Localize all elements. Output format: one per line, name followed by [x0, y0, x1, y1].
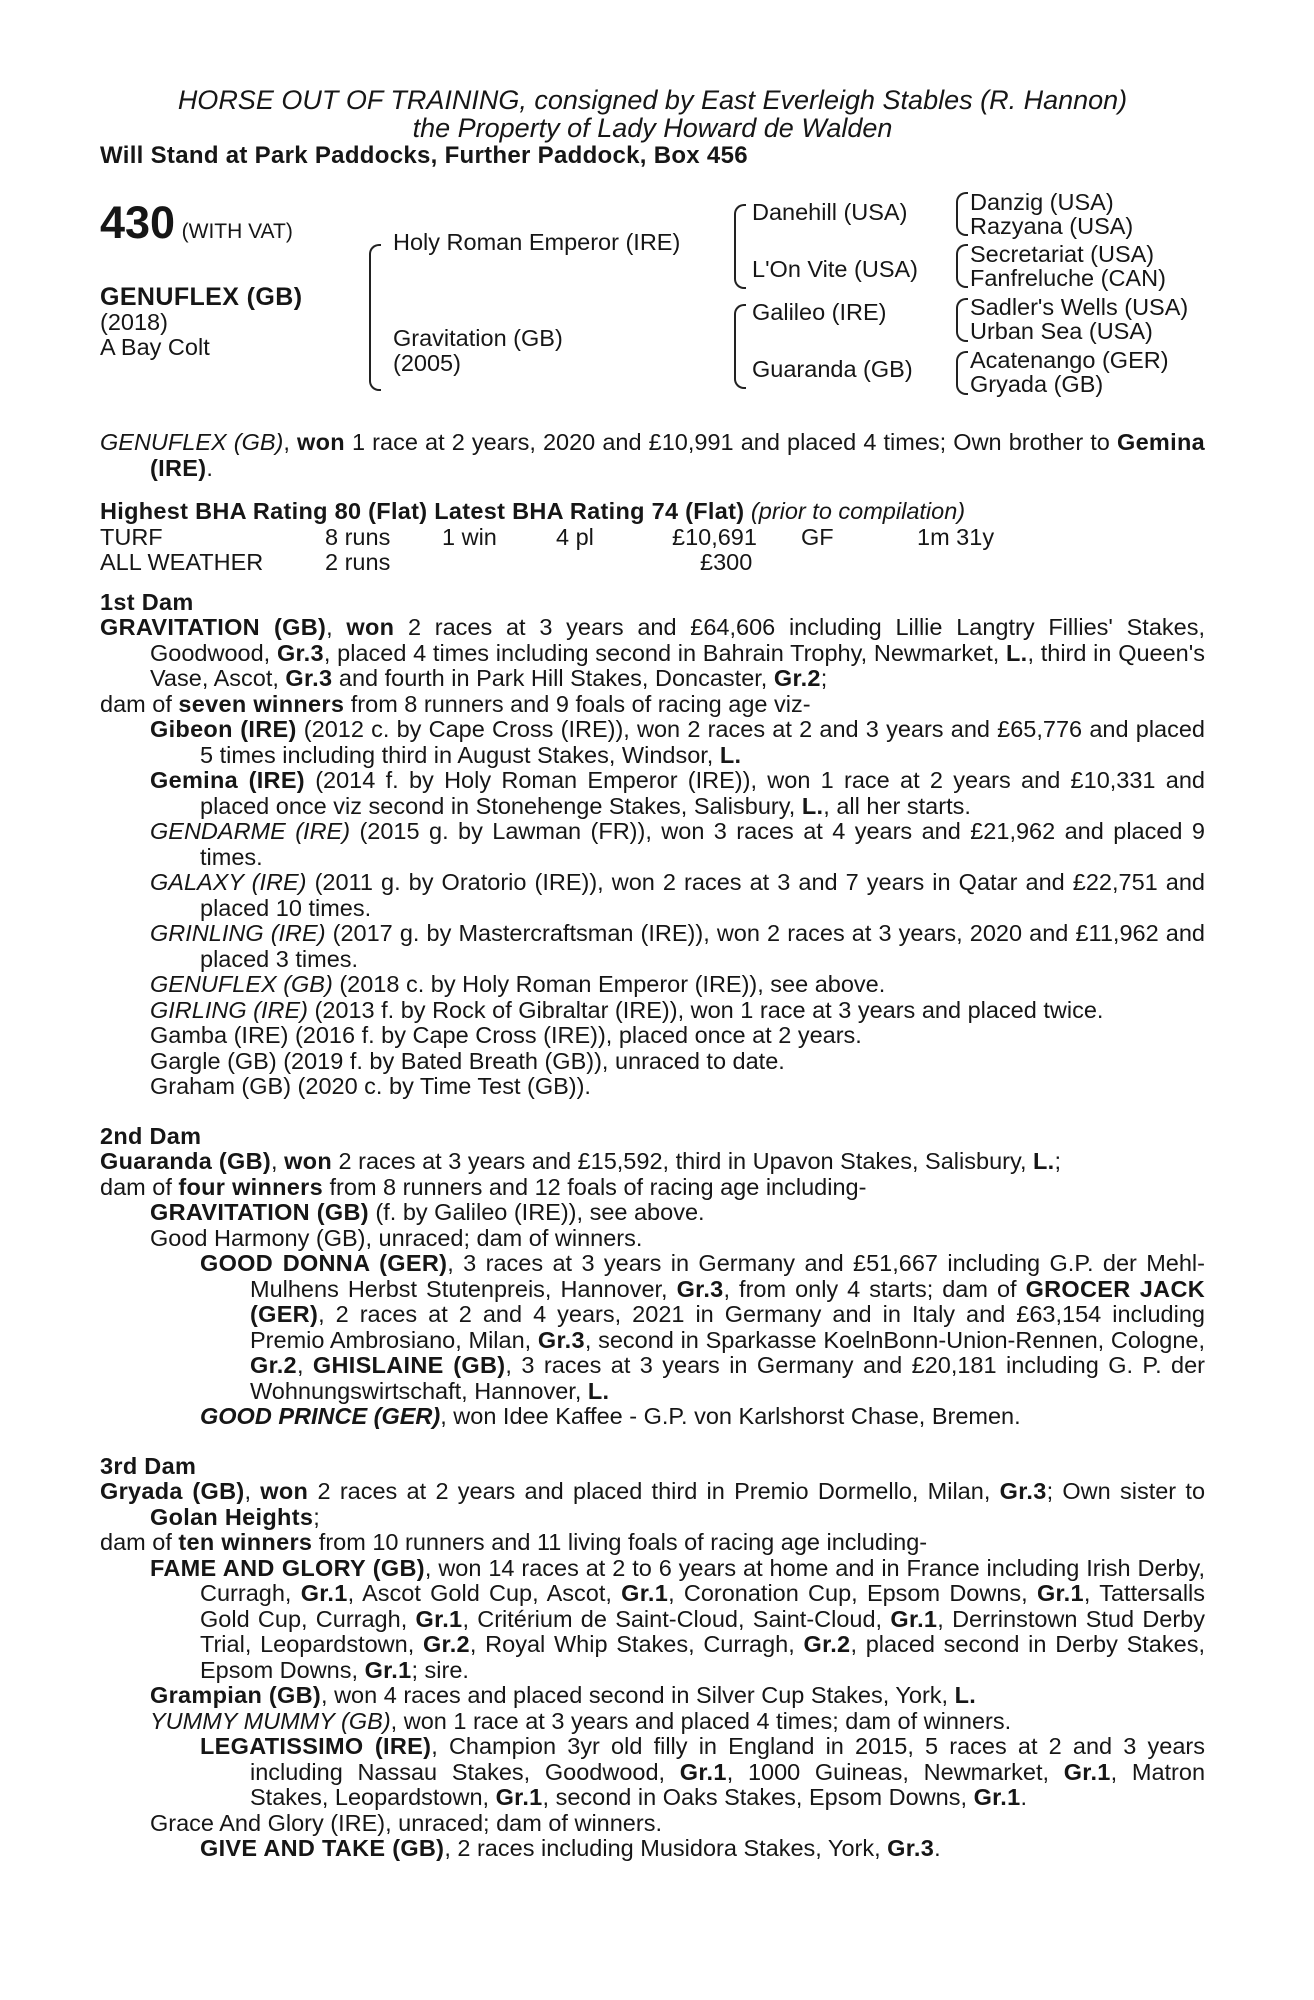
horse-summary: GENUFLEX (GB), won 1 race at 2 years, 2020 and £10,991 and placed 4 times; Own brother to Gemina (IRE).	[100, 429, 1205, 481]
first-dam-section	[100, 590, 1205, 1100]
ratings-title: Highest BHA Rating 80 (Flat) Latest BHA Rating 74 (Flat)	[100, 498, 745, 524]
dam-year: (2005)	[393, 350, 461, 376]
pedigree-block	[100, 189, 1205, 430]
produce-entry: LEGATISSIMO (IRE), Champion 3yr old filly in England in 2015, 5 races at 2 and 3 years including Nassau Stakes, Goodwood, Gr.1, 1000 Guineas, Newmarket, Gr.1, Matron Stakes, Leopardstown, Gr.1, second in Oaks Stakes, Epsom Downs, Gr.1.	[200, 1733, 1206, 1810]
sire-dam-dam: Fanfreluche (CAN)	[970, 265, 1166, 291]
dam-dam: Guaranda (GB)	[752, 356, 913, 382]
dam-entry: GRAVITATION (GB), won 2 races at 3 years and £64,606 including Lillie Langtry Fillies' Stakes, Goodwood, Gr.3, placed 4 times including second in Bahrain Trophy, Newmarket, L., third in Queen's Vase, Ascot, Gr.3 and fourth in Park Hill Stakes, Doncaster, Gr.2;	[100, 614, 1205, 691]
vat-note: (WITH VAT)	[181, 220, 293, 243]
horse-name: GENUFLEX (GB)	[100, 283, 303, 311]
pedigree-brace	[734, 204, 746, 289]
pedigree-brace	[956, 298, 968, 342]
dam-entry: Guaranda (GB), won 2 races at 3 years and £15,592, third in Upavon Stakes, Salisbury, L.;	[100, 1148, 1062, 1174]
lot-number-block	[100, 197, 293, 248]
pedigree-brace	[956, 244, 968, 288]
produce-entry: FAME AND GLORY (GB), won 14 races at 2 to 6 years at home and in France including Irish Derby, Curragh, Gr.1, Ascot Gold Cup, Ascot, Gr.1, Coronation Cup, Epsom Downs, Gr.1, Tattersalls Gold Cup, Curragh, Gr.1, Critérium de Saint-Cloud, Saint-Cloud, Gr.1, Derrinstown Stud Derby Trial, Leopardstown, Gr.2, Royal Whip Stakes, Curragh, Gr.2, placed second in Derby Stakes, Epsom Downs, Gr.1; sire.	[150, 1554, 1206, 1683]
sire-sire-dam: Razyana (USA)	[970, 213, 1134, 239]
dam-dam-dam: Gryada (GB)	[970, 371, 1104, 397]
produce-entry: GIRLING (IRE) (2013 f. by Rock of Gibraltar (IRE)), won 1 race at 3 years and placed twice.	[150, 996, 1104, 1023]
aw-record: ALL WEATHER 2 runs £300	[100, 549, 753, 575]
dam: Gravitation (GB)	[393, 325, 563, 351]
second-dam-section	[100, 1124, 1205, 1430]
third-dam-section	[100, 1454, 1205, 1862]
sire-dam: L'On Vite (USA)	[752, 256, 919, 282]
stable-location: Will Stand at Park Paddocks, Further Paddock, Box 456	[100, 142, 748, 169]
produce-entry: Gemina (IRE) (2014 f. by Holy Roman Emperor (IRE)), won 1 race at 2 years and £10,331 and placed once viz second in Stonehenge Stakes, Salisbury, L., all her starts.	[150, 767, 1205, 819]
produce-entry: YUMMY MUMMY (GB), won 1 race at 3 years and placed 4 times; dam of winners.	[150, 1707, 1012, 1734]
horse-year: (2018)	[100, 309, 168, 335]
produce-entry: GRINLING (IRE) (2017 g. by Mastercraftsman (IRE)), won 2 races at 3 years, 2020 and £11,962 and placed 3 times.	[150, 920, 1205, 972]
produce-entry: Gamba (IRE) (2016 f. by Cape Cross (IRE)), placed once at 2 years.	[150, 1022, 862, 1048]
dam-sire-sire: Sadler's Wells (USA)	[970, 294, 1189, 320]
produce-entry: Gibeon (IRE) (2012 c. by Cape Cross (IRE)), won 2 races at 2 and 3 years and £65,776 and placed 5 times including third in August Stakes, Windsor, L.	[150, 716, 1206, 768]
horse-desc: A Bay Colt	[100, 334, 210, 360]
produce-entry: GOOD DONNA (GER), 3 races at 3 years in Germany and £51,667 including G.P. der Mehl-Mulhens Herbst Stutenpreis, Hannover, Gr.3, from only 4 starts; dam of GROCER JACK (GER), 2 races at 2 and 4 years, 2021 in Germany and in Italy and £63,154 including Premio Ambrosiano, Milan, Gr.3, second in Sparkasse KoelnBonn-Union-Rennen, Cologne, Gr.2, GHISLAINE (GB), 3 races at 3 years in Germany and £20,181 including G. P. der Wohnungswirtschaft, Hannover, L.	[200, 1250, 1206, 1404]
sire-sire: Danehill (USA)	[752, 199, 908, 225]
dam-dam-sire: Acatenango (GER)	[970, 347, 1169, 373]
consignor-line: HORSE OUT OF TRAINING, consigned by East Everleigh Stables (R. Hannon)	[177, 85, 1128, 115]
dam-produce-summary: dam of seven winners from 8 runners and 9 foals of racing age viz-	[100, 690, 811, 717]
produce-entry: Grace And Glory (IRE), unraced; dam of winners.	[150, 1809, 662, 1836]
section-heading: 2nd Dam	[100, 1122, 202, 1149]
pedigree-brace	[734, 304, 746, 389]
produce-entry: GENDARME (IRE) (2015 g. by Lawman (FR)), won 3 races at 4 years and £21,962 and placed 9 times.	[150, 818, 1205, 870]
pedigree-brace	[369, 244, 381, 391]
produce-entry: Gargle (GB) (2019 f. by Bated Breath (GB)), unraced to date.	[150, 1047, 785, 1074]
sire-dam-sire: Secretariat (USA)	[970, 241, 1155, 267]
produce-entry: Good Harmony (GB), unraced; dam of winners.	[150, 1224, 643, 1251]
sire-sire-sire: Danzig (USA)	[970, 189, 1114, 215]
owner-line: the Property of Lady Howard de Walden	[412, 113, 893, 143]
dam-sire: Galileo (IRE)	[752, 299, 887, 325]
produce-entry: Graham (GB) (2020 c. by Time Test (GB)).	[150, 1073, 591, 1099]
turf-record: TURF 8 runs 1 win 4 pl £10,691 GF 1m 31y	[100, 523, 995, 550]
produce-entry: GOOD PRINCE (GER), won Idee Kaffee - G.P. von Karlshorst Chase, Bremen.	[200, 1403, 1021, 1429]
lot-number: 430	[100, 197, 176, 248]
horse-info	[100, 285, 302, 360]
dam-entry: Gryada (GB), won 2 races at 2 years and placed third in Premio Dormello, Milan, Gr.3; Own sister to Golan Heights;	[100, 1478, 1206, 1530]
sire: Holy Roman Emperor (IRE)	[393, 229, 681, 255]
ratings-block	[100, 499, 1205, 576]
produce-entry: GIVE AND TAKE (GB), 2 races including Musidora Stakes, York, Gr.3.	[200, 1835, 941, 1861]
lot-header	[100, 86, 1205, 170]
pedigree-brace	[956, 192, 968, 236]
catalogue-page	[100, 86, 1205, 1862]
pedigree-brace	[956, 351, 968, 395]
dam-sire-dam: Urban Sea (USA)	[970, 318, 1153, 344]
section-heading: 1st Dam	[100, 588, 194, 615]
ratings-note: (prior to compilation)	[750, 498, 966, 524]
dam-produce-summary: dam of four winners from 8 runners and 12 foals of racing age including-	[100, 1173, 867, 1200]
produce-entry: Grampian (GB), won 4 races and placed second in Silver Cup Stakes, York, L.	[150, 1682, 977, 1708]
produce-entry: GENUFLEX (GB) (2018 c. by Holy Roman Emperor (IRE)), see above.	[150, 971, 886, 997]
dam-produce-summary: dam of ten winners from 10 runners and 11 living foals of racing age including-	[100, 1529, 928, 1555]
produce-entry: GALAXY (IRE) (2011 g. by Oratorio (IRE)), won 2 races at 3 and 7 years in Qatar and £22,751 and placed 10 times.	[150, 869, 1205, 921]
produce-entry: GRAVITATION (GB) (f. by Galileo (IRE)), see above.	[150, 1199, 705, 1225]
section-heading: 3rd Dam	[100, 1452, 197, 1479]
